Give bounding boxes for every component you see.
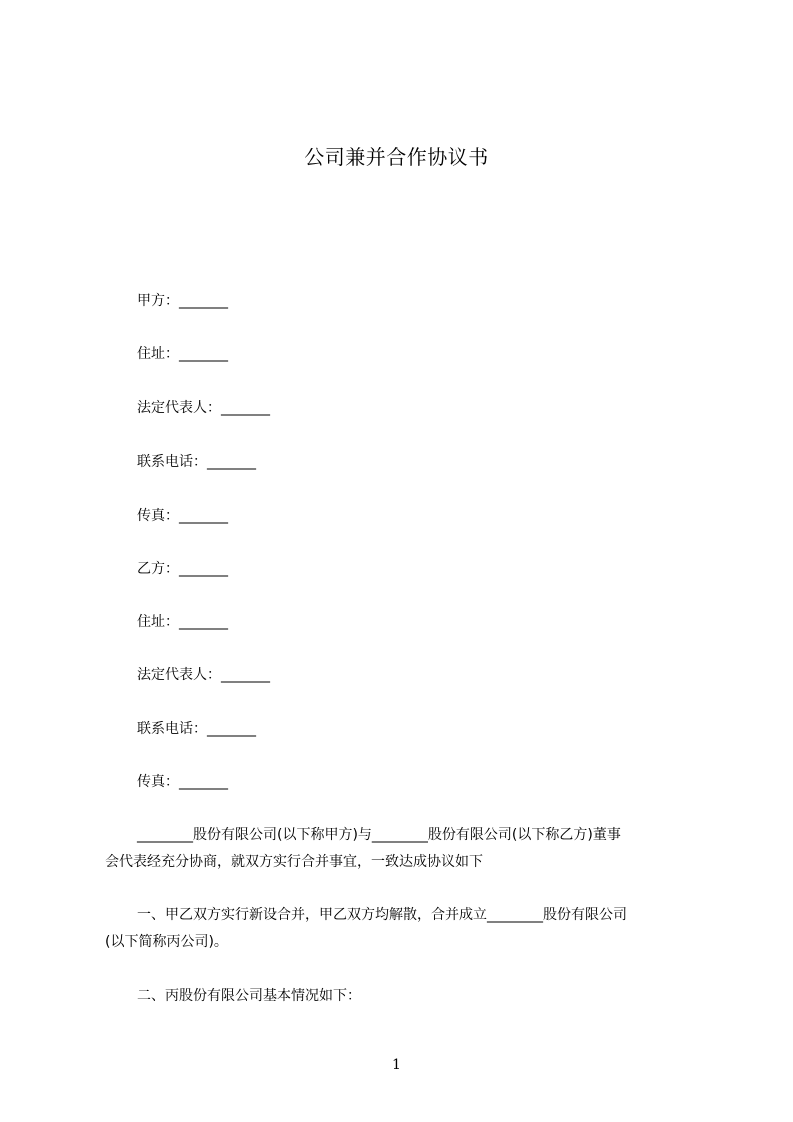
preamble-line-2: 会代表经充分协商，就双方实行合并事宜，一致达成协议如下 bbox=[105, 854, 483, 870]
article-1-line-2: (以下简称丙公司)。 bbox=[105, 934, 228, 950]
preamble-line-1: ________股份有限公司(以下称甲方)与________股份有限公司(以下称乙方)董事 bbox=[137, 827, 621, 843]
party-b-name: 乙方：_______ bbox=[137, 561, 228, 577]
article-2-line-1: 二、丙股份有限公司基本情况如下： bbox=[137, 988, 361, 1004]
party-a-address: 住址：_______ bbox=[137, 346, 228, 362]
party-a-legal-representative: 法定代表人：_______ bbox=[137, 400, 270, 416]
party-b-fax: 传真：_______ bbox=[137, 774, 228, 790]
document-title: 公司兼并合作协议书 bbox=[304, 145, 489, 169]
party-a-phone: 联系电话：_______ bbox=[137, 454, 256, 470]
party-a-name: 甲方：_______ bbox=[137, 293, 228, 309]
party-a-fax: 传真：_______ bbox=[137, 508, 228, 524]
party-b-phone: 联系电话：_______ bbox=[137, 721, 256, 737]
party-b-address: 住址：_______ bbox=[137, 614, 228, 630]
page-number: 1 bbox=[392, 1057, 401, 1073]
article-1-line-1: 一、甲乙双方实行新设合并，甲乙双方均解散，合并成立________股份有限公司 bbox=[137, 907, 627, 923]
party-b-legal-representative: 法定代表人：_______ bbox=[137, 667, 270, 683]
